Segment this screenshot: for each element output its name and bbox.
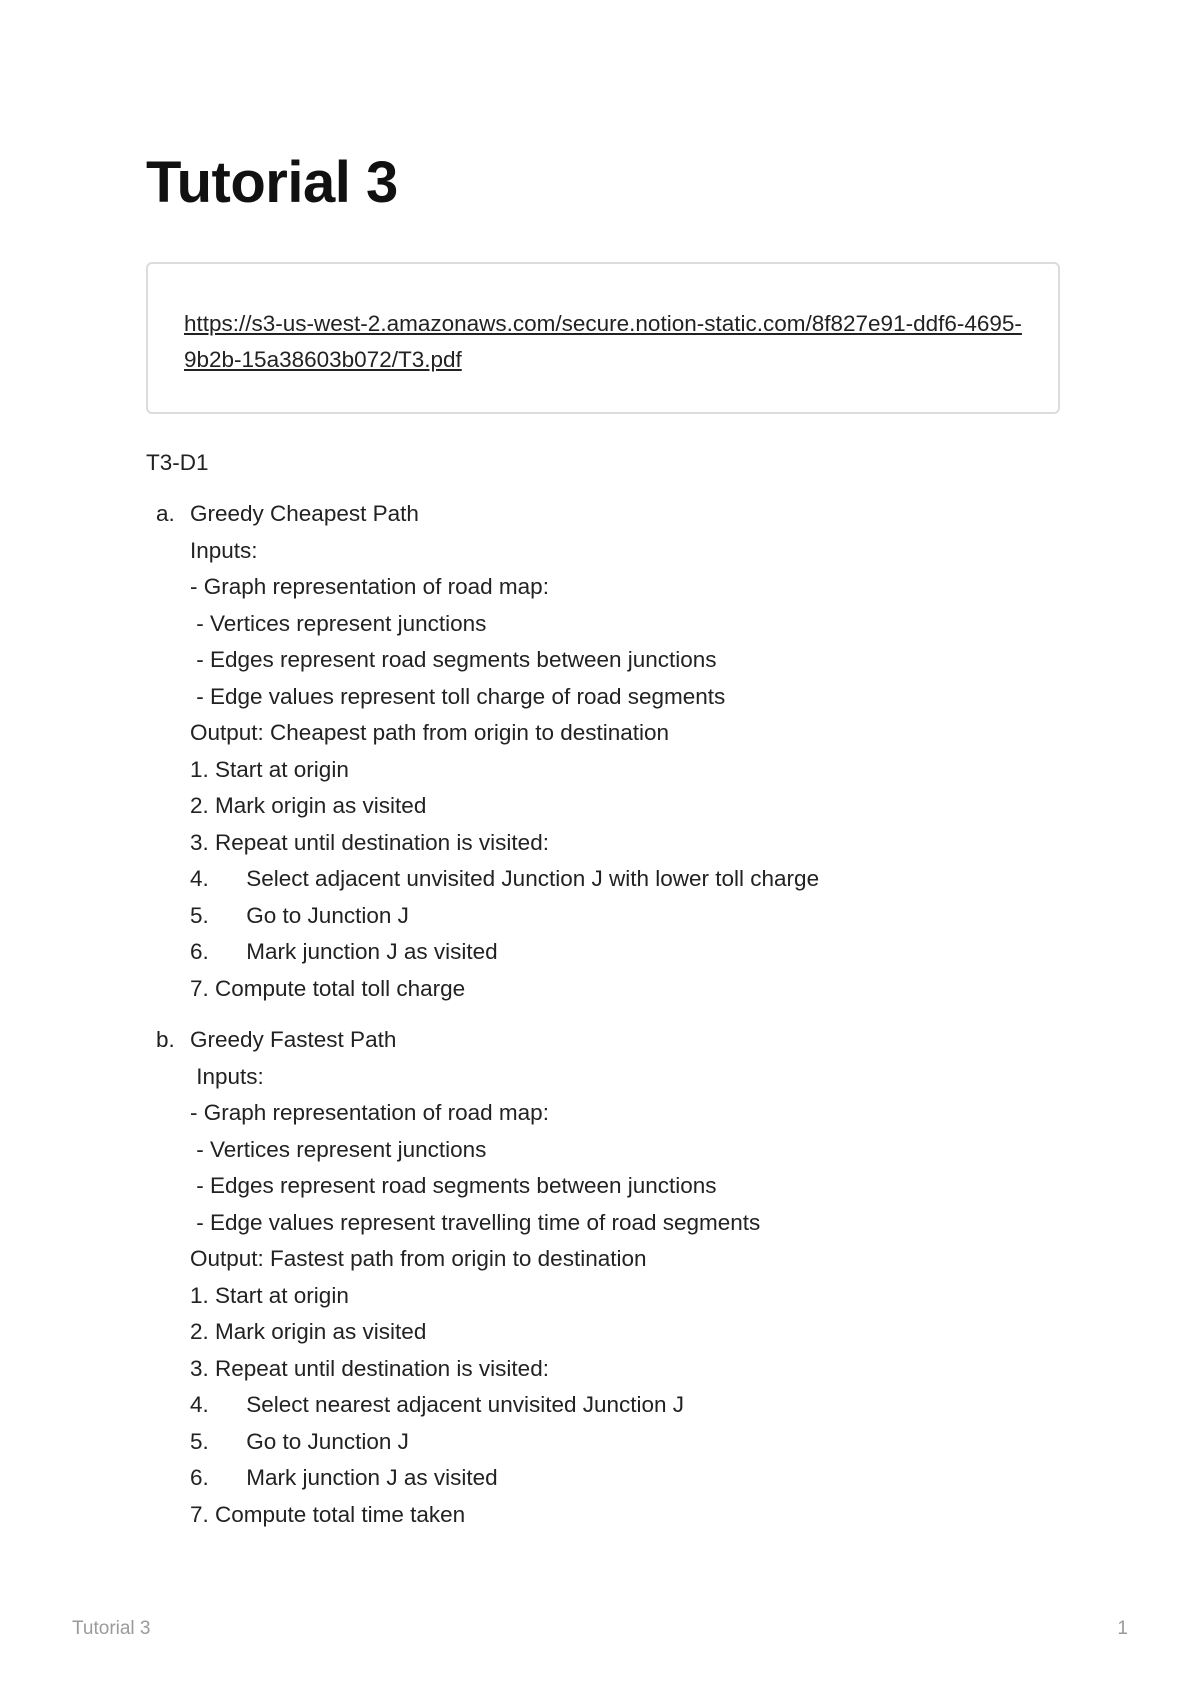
text-line: Inputs: — [190, 537, 258, 563]
text-line: - Edges represent road segments between junctions — [190, 647, 717, 672]
text-line: - Edge values represent travelling time of road segments — [190, 1209, 761, 1235]
footer-page-number: 1 — [1117, 1618, 1128, 1639]
text-line: 2. Mark origin as visited — [190, 793, 427, 818]
list-marker: a. — [156, 501, 175, 526]
section-label: T3-D1 — [146, 450, 209, 475]
list-item-body — [190, 496, 1090, 1007]
list-item-body — [190, 1022, 1090, 1533]
text-line: 5. Go to Junction J — [190, 1428, 409, 1454]
text-line: 7. Compute total toll charge — [190, 975, 466, 1001]
text-line: 2. Mark origin as visited — [190, 1319, 427, 1344]
page-title: Tutorial 3 — [146, 150, 398, 215]
text-line: 3. Repeat until destination is visited: — [190, 1355, 549, 1381]
text-line: 1. Start at origin — [190, 1282, 349, 1308]
text-line: 6. Mark junction J as visited — [190, 1465, 498, 1490]
text-line: 5. Go to Junction J — [190, 902, 409, 928]
text-line: 3. Repeat until destination is visited: — [190, 829, 549, 855]
text-line: 4. Select nearest adjacent unvisited Junction J — [190, 1392, 685, 1417]
text-line: - Edges represent road segments between junctions — [190, 1173, 717, 1198]
text-line: - Edge values represent toll charge of road segments — [190, 683, 726, 709]
text-line: 4. Select adjacent unvisited Junction J with lower toll charge — [190, 866, 820, 891]
text-line: - Graph representation of road map: — [190, 574, 549, 599]
item-heading: Greedy Fastest Path — [190, 1027, 397, 1052]
text-line: 6. Mark junction J as visited — [190, 939, 498, 964]
text-line: Output: Cheapest path from origin to destination — [190, 720, 670, 745]
footer-title: Tutorial 3 — [72, 1618, 151, 1639]
text-line: Inputs: — [190, 1063, 264, 1089]
link-embed-block — [146, 262, 1060, 414]
list-marker: b. — [156, 1027, 175, 1052]
text-line: - Vertices represent junctions — [190, 1136, 487, 1162]
pdf-link[interactable]: https://s3-us-west-2.amazonaws.com/secure.notion-static.com/8f827e91-ddf6-4695-9b2b-15a38603b072/T3.pdf — [184, 311, 1022, 372]
item-heading: Greedy Cheapest Path — [190, 501, 419, 526]
text-line: Output: Fastest path from origin to destination — [190, 1246, 647, 1271]
text-line: 7. Compute total time taken — [190, 1501, 466, 1527]
text-line: - Graph representation of road map: — [190, 1100, 549, 1125]
text-line: 1. Start at origin — [190, 756, 349, 782]
text-line: - Vertices represent junctions — [190, 610, 487, 636]
